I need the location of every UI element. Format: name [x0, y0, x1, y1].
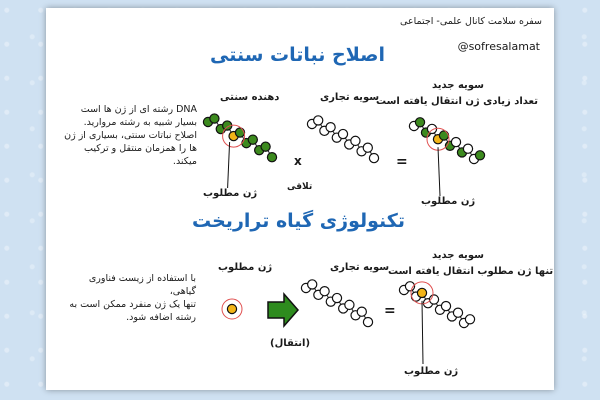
equals-symbol-2: =: [384, 303, 396, 319]
target-gene-label-bottom: ژن مطلوب: [404, 366, 459, 377]
commercial-label-2: سویه تجاری: [330, 262, 390, 273]
cross-label: تلاقی: [287, 182, 313, 192]
new-strain-chain-1-bead: [451, 138, 460, 147]
target-gene-label-2: ژن مطلوب: [218, 262, 273, 273]
equals-symbol-1: =: [396, 154, 408, 170]
explanation-line: اصلاح نباتات سنتی، بسیاری از ژن: [64, 130, 197, 141]
target-gene-label-left: ژن مطلوب: [203, 188, 258, 199]
section2-title: تکنولوژی گیاه تراریخت: [192, 210, 405, 232]
explanation-line: تنها یک ژن منفرد ممکن است به: [69, 299, 196, 310]
channel-caption: سفره سلامت کانال علمی- اجتماعی: [400, 16, 542, 27]
commercial-chain-2-bead: [332, 293, 341, 302]
commercial-label-1: سویه تجاری: [320, 92, 380, 103]
section1-title: اصلاح نباتات سنتی: [210, 44, 386, 66]
commercial-chain-2-bead: [320, 287, 329, 296]
commercial-chain-1-bead: [314, 116, 323, 125]
new-strain-chain-2-bead: [417, 288, 426, 297]
commercial-chain-2-bead: [357, 307, 366, 316]
new-strain-chain-1-bead: [415, 118, 424, 127]
donor-chain-bead: [248, 135, 257, 144]
explanation-line: رشته اضافه شود.: [126, 312, 196, 323]
new-strain-chain-1-bead: [463, 144, 472, 153]
new-strain-chain-2-bead: [441, 302, 450, 311]
new-strain-label-1: سویه جدید: [432, 80, 484, 91]
commercial-chain-1-bead: [363, 143, 372, 152]
channel-handle: @sofresalamat: [457, 40, 540, 53]
donor-chain-bead: [210, 114, 219, 123]
commercial-chain-1-bead: [338, 129, 347, 138]
pointer-line: [228, 142, 230, 188]
new-strain-desc-2: تنها ژن مطلوب انتقال یافته است: [388, 266, 554, 277]
new-strain-chain-2-bead: [465, 315, 474, 324]
cross-symbol: x: [294, 154, 302, 168]
new-strain-chain-2-bead: [453, 308, 462, 317]
new-strain-label-2: سویه جدید: [432, 250, 484, 261]
target-gene-label-right: ژن مطلوب: [421, 196, 476, 207]
commercial-chain-1-bead: [351, 136, 360, 145]
transfer-label: (انتقال): [270, 338, 311, 349]
transfer-arrow-icon: [268, 294, 298, 326]
explanation-line: با استفاده از زیست فناوری گیاهی،: [88, 273, 196, 297]
single-gene-bead: [227, 304, 236, 313]
commercial-chain-1-bead: [369, 154, 378, 163]
commercial-chain-2-bead: [363, 318, 372, 327]
new-strain-chain-1-bead: [439, 131, 448, 140]
explanation-line: DNA رشته ای از ژن ها است: [80, 104, 197, 115]
explanation-line: بسیار شبیه به رشته مروارید.: [83, 117, 197, 128]
new-strain-chain-1-bead: [475, 151, 484, 160]
donor-chain-bead: [235, 128, 244, 137]
commercial-chain-2-bead: [345, 300, 354, 309]
commercial-chain-1-bead: [326, 123, 335, 132]
explanation-line: میکند.: [172, 156, 197, 167]
donor-chain-bead: [261, 142, 270, 151]
donor-label: دهنده سنتی: [220, 92, 280, 103]
commercial-chain-2-bead: [308, 280, 317, 289]
donor-chain-bead: [267, 153, 276, 162]
pointer-line: [422, 301, 423, 364]
explanation-line: ها را همزمان منتقل و ترکیب: [84, 143, 197, 154]
new-strain-desc-1: تعداد زیادی ژن انتقال یافته است: [376, 96, 538, 107]
pointer-line: [438, 147, 440, 196]
